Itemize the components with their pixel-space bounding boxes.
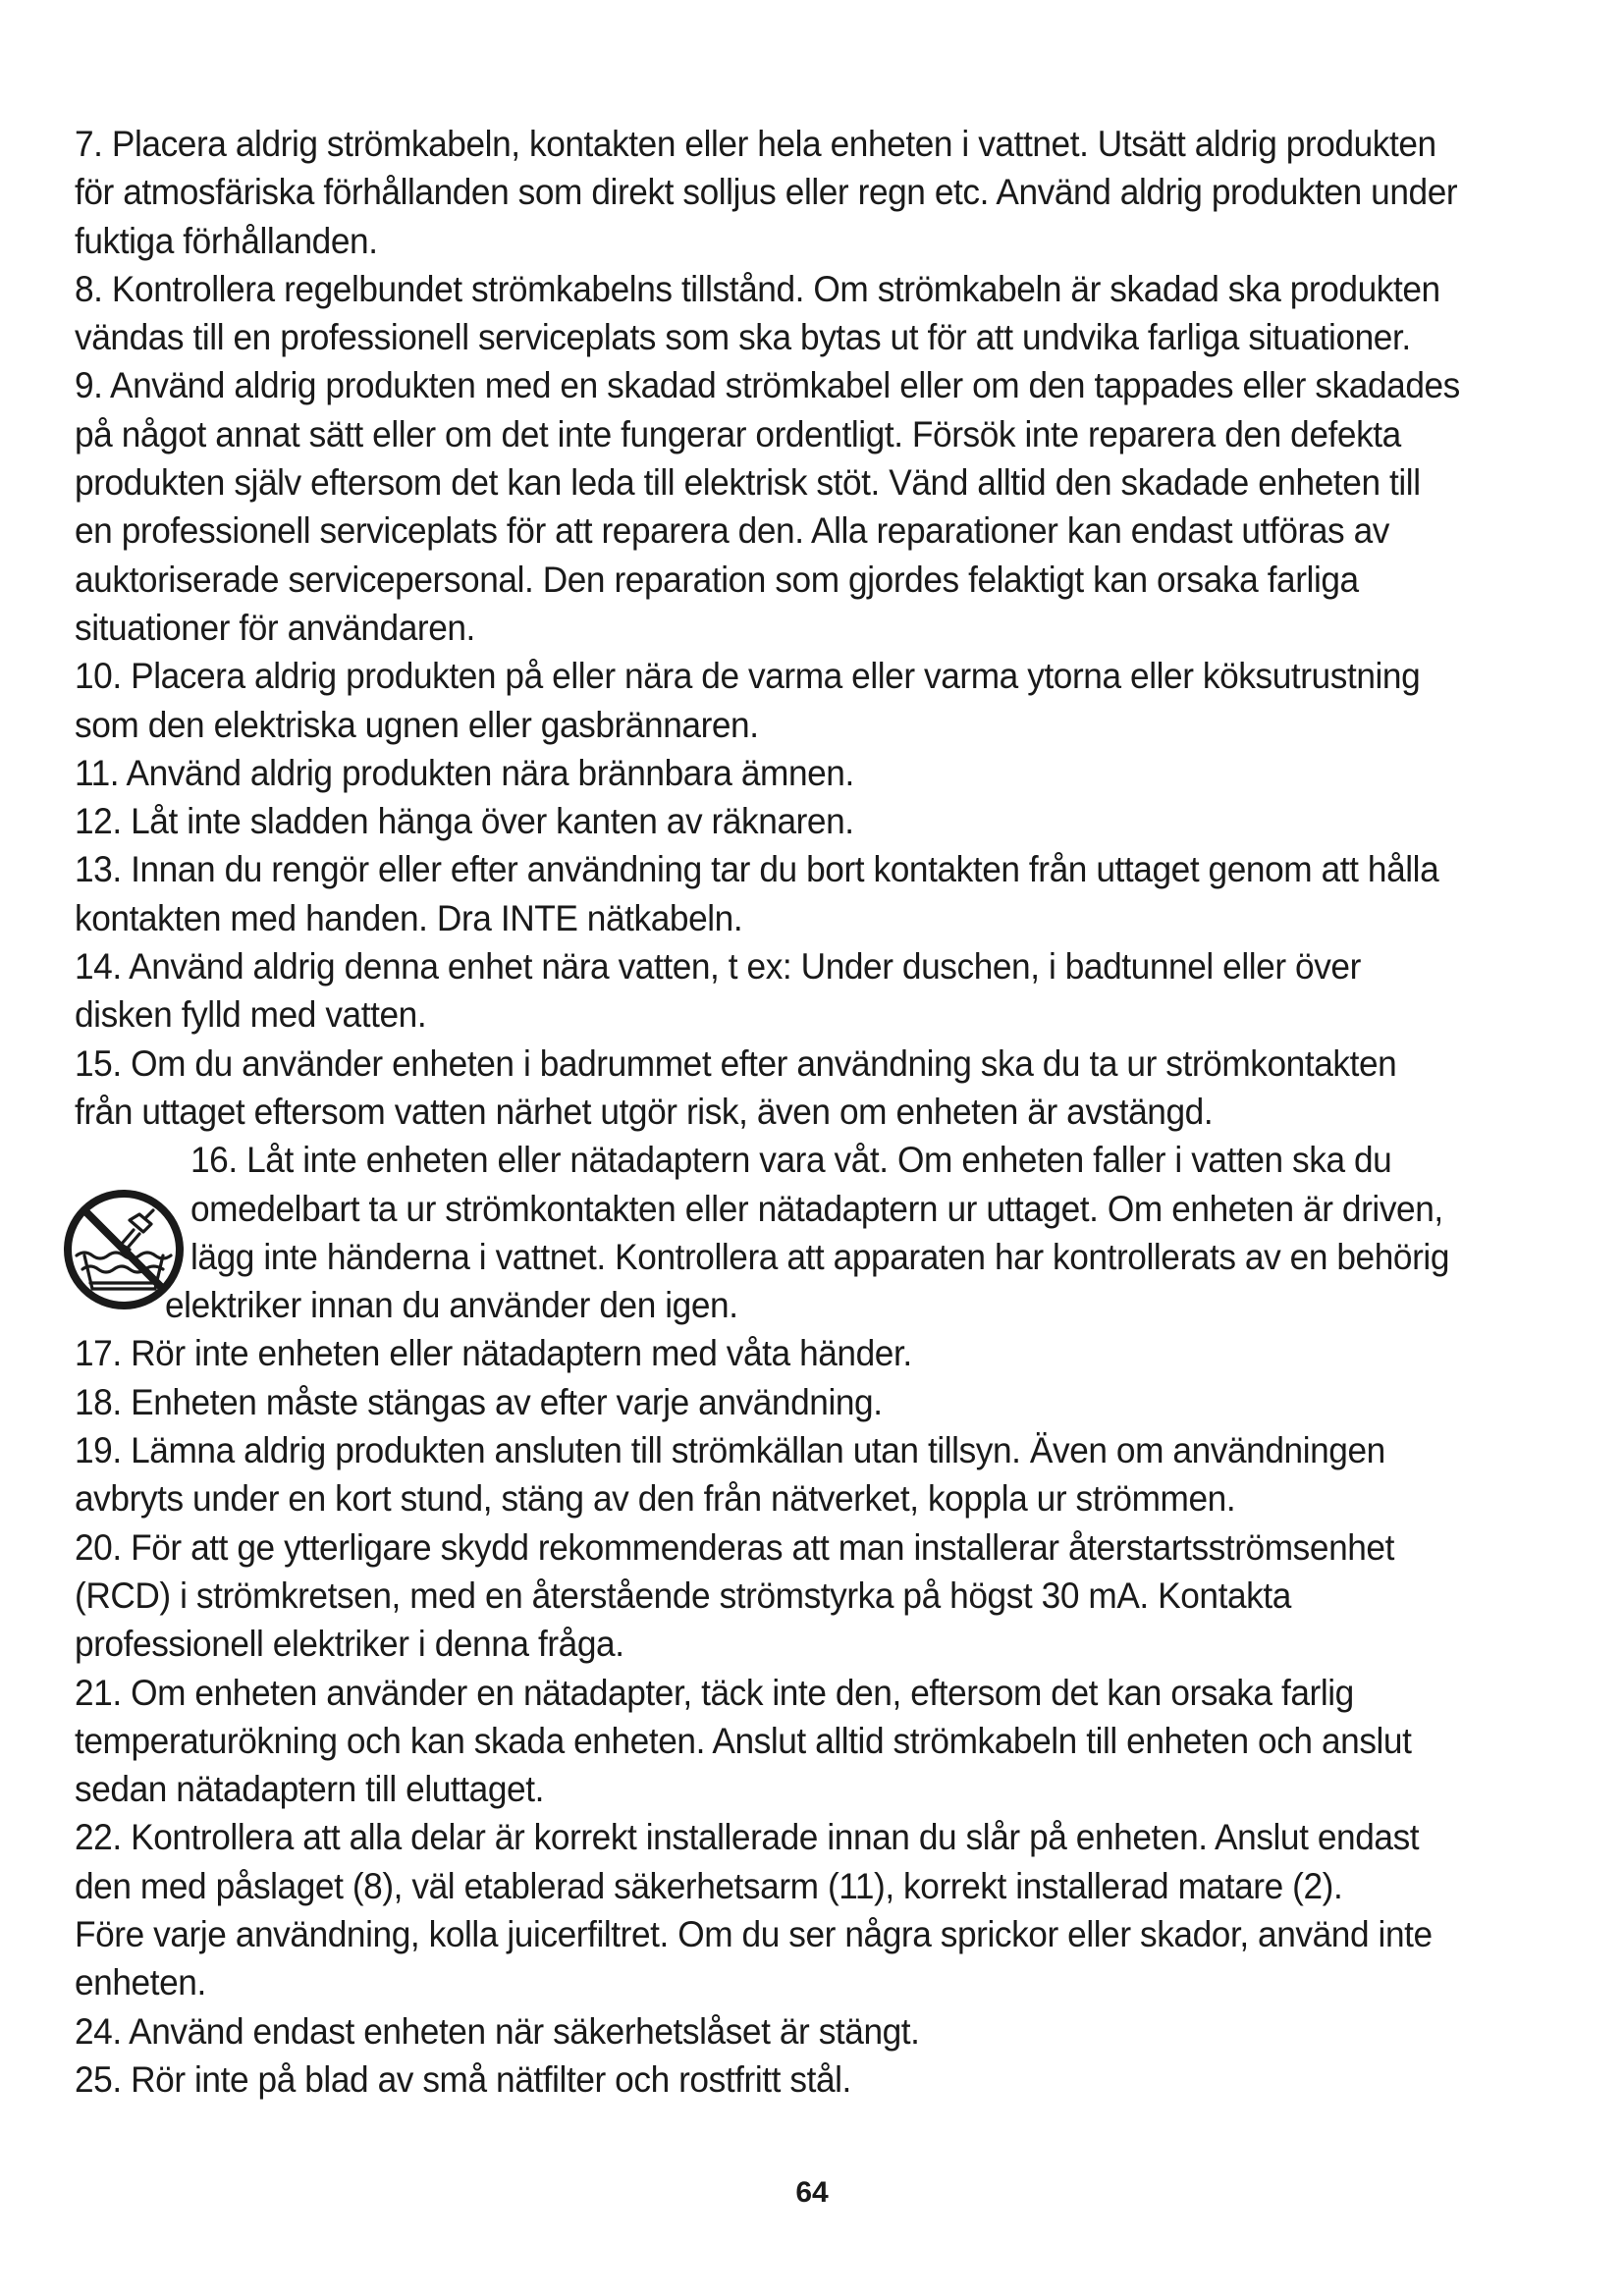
text-line: situationer för användaren. <box>75 606 475 648</box>
text-line: 22. Kontrollera att alla delar är korrekt installerade innan du slår på enheten. Anslut endast <box>75 1816 1420 1858</box>
text-line: vändas till en professionell serviceplats som ska bytas ut för att undvika farliga situationer. <box>75 316 1411 358</box>
text-line: 7. Placera aldrig strömkabeln, kontakten eller hela enheten i vattnet. Utsätt aldrig produkten <box>75 123 1436 164</box>
text-line: enheten. <box>75 1961 206 2003</box>
text-line: elektriker innan du använder den igen. <box>165 1284 738 1326</box>
text-line: temperaturökning och kan skada enheten. Anslut alltid strömkabeln till enheten och anslut <box>75 1719 1412 1761</box>
text-line: 15. Om du använder enheten i badrummet efter användning ska du ta ur strömkontakten <box>75 1041 1397 1084</box>
text-line: (RCD) i strömkretsen, med en återstående strömstyrka på högst 30 mA. Kontakta <box>75 1574 1291 1616</box>
text-line: lägg inte händerna i vattnet. Kontrollera att apparaten har kontrollerats av en behörig <box>190 1235 1450 1277</box>
text-line: 8. Kontrollera regelbundet strömkabelns tillstånd. Om strömkabeln är skadad ska produkten <box>75 267 1440 309</box>
text-line: 21. Om enheten använder en nätadapter, täck inte den, eftersom det kan orsaka farlig <box>75 1671 1354 1713</box>
text-line: för atmosfäriska förhållanden som direkt solljus eller regn etc. Använd aldrig produkten under <box>75 171 1458 213</box>
text-line: Före varje användning, kolla juicerfiltret. Om du ser några sprickor eller skador, använd inte <box>75 1912 1433 1954</box>
text-line: 14. Använd aldrig denna enhet nära vatten, t ex: Under duschen, i badtunnel eller över <box>75 945 1361 988</box>
text-line: professionell elektriker i denna fråga. <box>75 1623 624 1665</box>
text-line: 11. Använd aldrig produkten nära brännbara ämnen. <box>75 751 854 793</box>
text-line: fuktiga förhållanden. <box>75 219 378 261</box>
text-line: auktoriserade servicepersonal. Den reparation som gjordes felaktigt kan orsaka farliga <box>75 558 1359 600</box>
no-water-immersion-icon <box>61 1187 187 1312</box>
text-line: 20. För att ge ytterligare skydd rekommenderas att man installerar återstartsströmsenhet <box>75 1525 1394 1568</box>
text-line: produkten själv eftersom det kan leda till elektrisk stöt. Vänd alltid den skadade enheten till <box>75 461 1421 504</box>
text-line: omedelbart ta ur strömkontakten eller nätadaptern ur uttaget. Om enheten är driven, <box>190 1187 1443 1229</box>
text-line: 9. Använd aldrig produkten med en skadad strömkabel eller om den tappades eller skadades <box>75 364 1460 406</box>
text-line: en professionell serviceplats för att reparera den. Alla reparationer kan endast utföras av <box>75 509 1390 552</box>
manual-text <box>75 120 1577 2104</box>
text-line: sedan nätadaptern till eluttaget. <box>75 1768 544 1810</box>
text-line: 17. Rör inte enheten eller nätadaptern med våta händer. <box>75 1332 912 1374</box>
text-line: 25. Rör inte på blad av små nätfilter och rostfritt stål. <box>75 2057 851 2100</box>
text-line: avbryts under en kort stund, stäng av den från nätverket, koppla ur strömmen. <box>75 1477 1236 1520</box>
text-line: 13. Innan du rengör eller efter användning tar du bort kontakten från uttaget genom att hålla <box>75 848 1439 890</box>
text-line: på något annat sätt eller om det inte fungerar ordentligt. Försök inte reparera den defekta <box>75 412 1401 454</box>
page-number: 64 <box>795 2176 829 2209</box>
text-line: 16. Låt inte enheten eller nätadaptern vara våt. Om enheten faller i vatten ska du <box>190 1139 1392 1181</box>
text-line: 19. Lämna aldrig produkten ansluten till strömkällan utan tillsyn. Även om användningen <box>75 1429 1385 1471</box>
text-line: som den elektriska ugnen eller gasbrännaren. <box>75 703 759 745</box>
text-line: från uttaget eftersom vatten närhet utgör risk, även om enheten är avstängd. <box>75 1090 1214 1132</box>
text-line: disken fylld med vatten. <box>75 993 427 1036</box>
text-line: kontakten med handen. Dra INTE nätkabeln. <box>75 896 743 938</box>
text-line: 10. Placera aldrig produkten på eller nära de varma eller varma ytorna eller köksutrustning <box>75 655 1421 697</box>
text-line: den med påslaget (8), väl etablerad säkerhetsarm (11), korrekt installerad matare (2). <box>75 1864 1343 1906</box>
text-line: 18. Enheten måste stängas av efter varje användning. <box>75 1380 883 1422</box>
text-line: 12. Låt inte sladden hänga över kanten av räknaren. <box>75 800 854 842</box>
text-line: 24. Använd endast enheten när säkerhetslåset är stängt. <box>75 2009 920 2052</box>
